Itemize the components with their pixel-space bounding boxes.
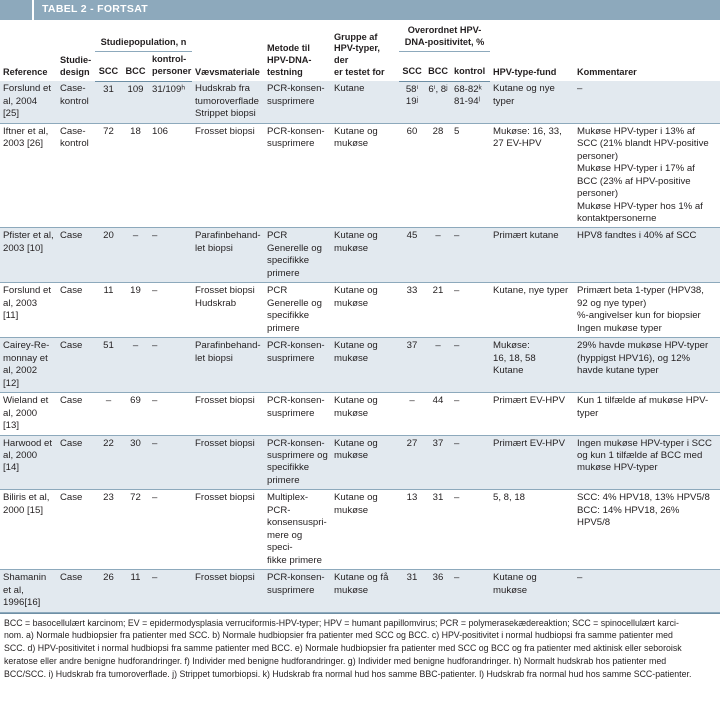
cell-tissue: Frosset biopsi bbox=[195, 125, 255, 137]
col-control: kontrol- personer bbox=[149, 51, 192, 81]
cell-pos-control: 5 bbox=[454, 125, 460, 137]
cell-control: – bbox=[152, 492, 158, 504]
cell-hpv-type: 5, 8, 18 bbox=[493, 492, 526, 504]
cell-hpv-type: Mukøse: 16, 33, 27 EV-HPV bbox=[493, 125, 562, 150]
table-row bbox=[0, 435, 720, 490]
cell-design: Case bbox=[60, 395, 83, 407]
cell-reference: Shamanin et al, 1996[16] bbox=[3, 572, 47, 609]
cell-pos-bcc: 6ⁱ, 8ʲ bbox=[428, 83, 448, 95]
cell-hpv-type: Kutane og mukøse bbox=[493, 572, 537, 596]
cell-method: PCR-konsen- susprimere bbox=[267, 572, 325, 596]
col-reference: Reference bbox=[3, 67, 48, 78]
cell-control: 106 bbox=[152, 125, 169, 137]
table-body bbox=[0, 81, 720, 612]
cell-pos-control: – bbox=[454, 492, 460, 504]
cell-bcc: 30 bbox=[130, 437, 141, 449]
cell-scc: 72 bbox=[103, 125, 114, 137]
cell-pos-scc: 45 bbox=[406, 230, 418, 242]
cell-bcc: – bbox=[132, 230, 139, 242]
col-comments: Kommentarer bbox=[577, 67, 637, 78]
cell-tissue: Frosset biopsi Hudskrab bbox=[195, 285, 255, 309]
cell-tissue: Parafinbehand- let biopsi bbox=[195, 230, 261, 254]
cell-pos-control: – bbox=[454, 395, 460, 407]
cell-comment: – bbox=[577, 83, 583, 95]
table-row bbox=[0, 283, 720, 338]
cell-pos-control: – bbox=[454, 340, 460, 352]
cell-pos-scc: 60 bbox=[406, 125, 418, 137]
table-footnote bbox=[0, 613, 720, 681]
col-group-population: Studiepopulation, n bbox=[95, 20, 192, 51]
cell-tissue: Hudskrab fra tumoroverflade Strippet biopsi bbox=[195, 83, 260, 120]
cell-hpv-type: Primært EV-HPV bbox=[493, 437, 565, 449]
cell-pos-scc: – bbox=[409, 395, 415, 407]
table-row bbox=[0, 393, 720, 435]
cell-comment: Mukøse HPV-typer i 13% af SCC (21% blandt HPV-positive personer) Mukøse HPV-typer i 17% af BCC (23% af HPV-positive personer) Mukøse HPV-typer hos 1% af kontaktpersonerne bbox=[577, 125, 709, 224]
cell-scc: 20 bbox=[103, 230, 114, 242]
col-group-tested: Gruppe af HPV-typer, der er testet for bbox=[334, 31, 385, 78]
col-pos-control: kontrol bbox=[451, 51, 490, 81]
cell-scc: 26 bbox=[103, 572, 114, 584]
cell-method: PCR Generelle og specifikke primere bbox=[267, 285, 322, 334]
col-bcc: BCC bbox=[122, 51, 149, 81]
cell-tissue: Frosset biopsi bbox=[195, 395, 255, 407]
cell-design: Case bbox=[60, 492, 83, 504]
cell-method: PCR-konsen- susprimere bbox=[267, 340, 325, 364]
cell-pos-bcc: – bbox=[435, 340, 441, 352]
cell-comment: SCC: 4% HPV18, 13% HPV5/8 BCC: 14% HPV18, 26% HPV5/8 bbox=[577, 492, 710, 529]
cell-scc: 31 bbox=[103, 83, 114, 95]
cell-scc: 23 bbox=[103, 492, 114, 504]
cell-pos-bcc: 44 bbox=[432, 395, 444, 407]
col-method: Metode til HPV-DNA- testning bbox=[267, 43, 312, 78]
cell-group: Kutane og mukøse bbox=[334, 340, 378, 364]
col-pos-bcc: BCC bbox=[425, 51, 451, 81]
cell-design: Case bbox=[60, 437, 83, 449]
cell-reference: Forslund et al, 2004 [25] bbox=[3, 83, 51, 120]
table-row bbox=[0, 338, 720, 393]
cell-bcc: 19 bbox=[130, 285, 141, 297]
cell-scc: – bbox=[105, 395, 112, 407]
cell-control: – bbox=[152, 395, 158, 407]
cell-scc: 11 bbox=[103, 285, 114, 297]
cell-hpv-type: Primært EV-HPV bbox=[493, 395, 565, 407]
col-hpv-type: HPV-type-fund bbox=[493, 67, 557, 78]
table-row bbox=[0, 228, 720, 283]
cell-pos-scc: 37 bbox=[406, 340, 418, 352]
cell-pos-control: – bbox=[454, 285, 460, 297]
table-row bbox=[0, 570, 720, 612]
cell-pos-bcc: 28 bbox=[432, 125, 444, 137]
col-group-positivity: Overordnet HPV- DNA-positivitet, % bbox=[399, 20, 490, 51]
table-title: TABEL 2 - FORTSAT bbox=[42, 3, 149, 16]
cell-reference: Biliris et al, 2000 [15] bbox=[3, 492, 50, 516]
col-tissue: Vævsmateriale bbox=[195, 67, 260, 78]
cell-pos-scc: 33 bbox=[406, 285, 418, 297]
cell-comment: Ingen mukøse HPV-typer i SCC og kun 1 tilfælde af BCC med mukøse HPV-typer bbox=[577, 437, 712, 474]
footnote-text: BCC = basocellulært karcinom; EV = epidermodysplasia verruciformis-HPV-typer; HPV = humant papillomvirus; PCR = polymerasekædereaktion; SCC = spinocellulært karci- nom. a) Normale hudbiopsier fra patienter med SCC. b) Normale hudbiopsier fra patienter med SCC og BCC. c) HPV-positivitet i normal hudbiopsi fra samme patienter med SCC. d) HPV-positivitet i normal hudbiopsi fra samme patienter med BCC. e) Normale hudbiopsier fra patienter med SCC og BCC og fra patienter med aktinisk eller seboroisk keratose eller andre benigne hudforandringer. f) Individer med benigne hudforandringer. g) Individer med benigne hudforandringer. h) Normalt hudskrab hos patienter med BCC/SCC. i) Hudskrab fra tumoroverflade. j) Strippet tumorbiopsi. k) Hudskrab fra normal hud hos samme BBC-patienter. l) Hudskrab fra normal hud hos samme SCC-patienter. bbox=[4, 617, 692, 679]
cell-method: PCR Generelle og specifikke primere bbox=[267, 230, 322, 279]
cell-pos-bcc: 31 bbox=[432, 492, 444, 504]
table-row bbox=[0, 123, 720, 228]
cell-comment: HPV8 fandtes i 40% af SCC bbox=[577, 230, 697, 242]
cell-group: Kutane og mukøse bbox=[334, 395, 378, 419]
cell-pos-control: – bbox=[454, 230, 460, 242]
cell-comment: 29% havde mukøse HPV-typer (hyppigst HPV16), og 12% havde kutane typer bbox=[577, 340, 709, 377]
cell-pos-control: – bbox=[454, 437, 460, 449]
cell-group: Kutane og mukøse bbox=[334, 285, 378, 309]
title-divider bbox=[32, 0, 34, 20]
cell-method: PCR-konsen- susprimere bbox=[267, 83, 325, 107]
cell-comment: Kun 1 tilfælde af mukøse HPV- typer bbox=[577, 395, 709, 419]
cell-bcc: 11 bbox=[130, 572, 141, 584]
cell-reference: Harwood et al, 2000 [14] bbox=[3, 437, 53, 474]
cell-bcc: – bbox=[132, 340, 139, 352]
cell-bcc: 72 bbox=[130, 492, 141, 504]
table-row bbox=[0, 81, 720, 123]
cell-group: Kutane og mukøse bbox=[334, 230, 378, 254]
cell-group: Kutane og mukøse bbox=[334, 437, 378, 461]
cell-pos-bcc: 37 bbox=[432, 437, 444, 449]
cell-control: – bbox=[152, 437, 158, 449]
cell-control: – bbox=[152, 340, 158, 352]
cell-scc: 22 bbox=[103, 437, 114, 449]
cell-pos-scc: 58ⁱ 19ʲ bbox=[405, 83, 419, 108]
cell-pos-control: 68-82ᵏ 81-94ˡ bbox=[454, 83, 482, 108]
cell-control: – bbox=[152, 285, 158, 297]
cell-pos-scc: 27 bbox=[406, 437, 418, 449]
col-scc: SCC bbox=[95, 51, 122, 81]
cell-bcc: 69 bbox=[130, 395, 141, 407]
table-title-bar bbox=[0, 0, 720, 20]
cell-control: 31/109ʰ bbox=[152, 83, 186, 95]
cell-reference: Pfister et al, 2003 [10] bbox=[3, 230, 54, 254]
cell-pos-bcc: – bbox=[435, 230, 441, 242]
cell-hpv-type: Kutane og nye typer bbox=[493, 83, 555, 107]
cell-design: Case bbox=[60, 285, 83, 297]
cell-method: PCR-konsen- susprimere bbox=[267, 395, 325, 419]
cell-group: Kutane og mukøse bbox=[334, 125, 378, 150]
cell-design: Case- kontrol bbox=[60, 125, 89, 150]
cell-method: Multiplex-PCR- konsensuspri- mere og speci- fikke primere bbox=[267, 492, 327, 566]
cell-method: PCR-konsen- susprimere bbox=[267, 125, 325, 150]
cell-hpv-type: Mukøse: 16, 18, 58 Kutane bbox=[493, 340, 536, 377]
cell-pos-control: – bbox=[454, 572, 460, 584]
cell-pos-scc: 31 bbox=[406, 572, 418, 584]
cell-bcc: 109 bbox=[127, 83, 144, 95]
cell-design: Case- kontrol bbox=[60, 83, 89, 107]
cell-group: Kutane bbox=[334, 83, 365, 95]
cell-group: Kutane og mukøse bbox=[334, 492, 378, 516]
cell-pos-bcc: 21 bbox=[432, 285, 444, 297]
cell-tissue: Frosset biopsi bbox=[195, 572, 255, 584]
table-row bbox=[0, 490, 720, 570]
cell-control: – bbox=[152, 572, 158, 584]
cell-reference: Iftner et al, 2003 [26] bbox=[3, 125, 49, 150]
cell-hpv-type: Primært kutane bbox=[493, 230, 559, 242]
cell-method: PCR-konsen- susprimere og specifikke primere bbox=[267, 437, 328, 486]
cell-reference: Wieland et al, 2000 [13] bbox=[3, 395, 49, 432]
cell-design: Case bbox=[60, 340, 83, 352]
cell-comment: Primært beta 1-typer (HPV38, 92 og nye typer) %-angivelser kun for biopsier Ingen mukøse typer bbox=[577, 285, 704, 334]
cell-reference: Cairey-Re- monnay et al, 2002 [12] bbox=[3, 340, 50, 389]
cell-hpv-type: Kutane, nye typer bbox=[493, 285, 569, 297]
col-design: Studie- design bbox=[60, 55, 92, 78]
table-header bbox=[0, 20, 720, 81]
cell-scc: 51 bbox=[103, 340, 114, 352]
cell-design: Case bbox=[60, 572, 83, 584]
cell-group: Kutane og få mukøse bbox=[334, 572, 389, 596]
cell-control: – bbox=[152, 230, 158, 242]
cell-pos-bcc: 36 bbox=[432, 572, 444, 584]
cell-tissue: Frosset biopsi bbox=[195, 437, 255, 449]
cell-tissue: Parafinbehand- let biopsi bbox=[195, 340, 261, 364]
col-pos-scc: SCC bbox=[399, 51, 425, 81]
cell-design: Case bbox=[60, 230, 83, 242]
cell-tissue: Frosset biopsi bbox=[195, 492, 255, 504]
cell-pos-scc: 13 bbox=[406, 492, 418, 504]
data-table bbox=[0, 20, 720, 613]
cell-bcc: 18 bbox=[130, 125, 141, 137]
cell-reference: Forslund et al, 2003 [11] bbox=[3, 285, 51, 322]
cell-comment: – bbox=[577, 572, 583, 584]
